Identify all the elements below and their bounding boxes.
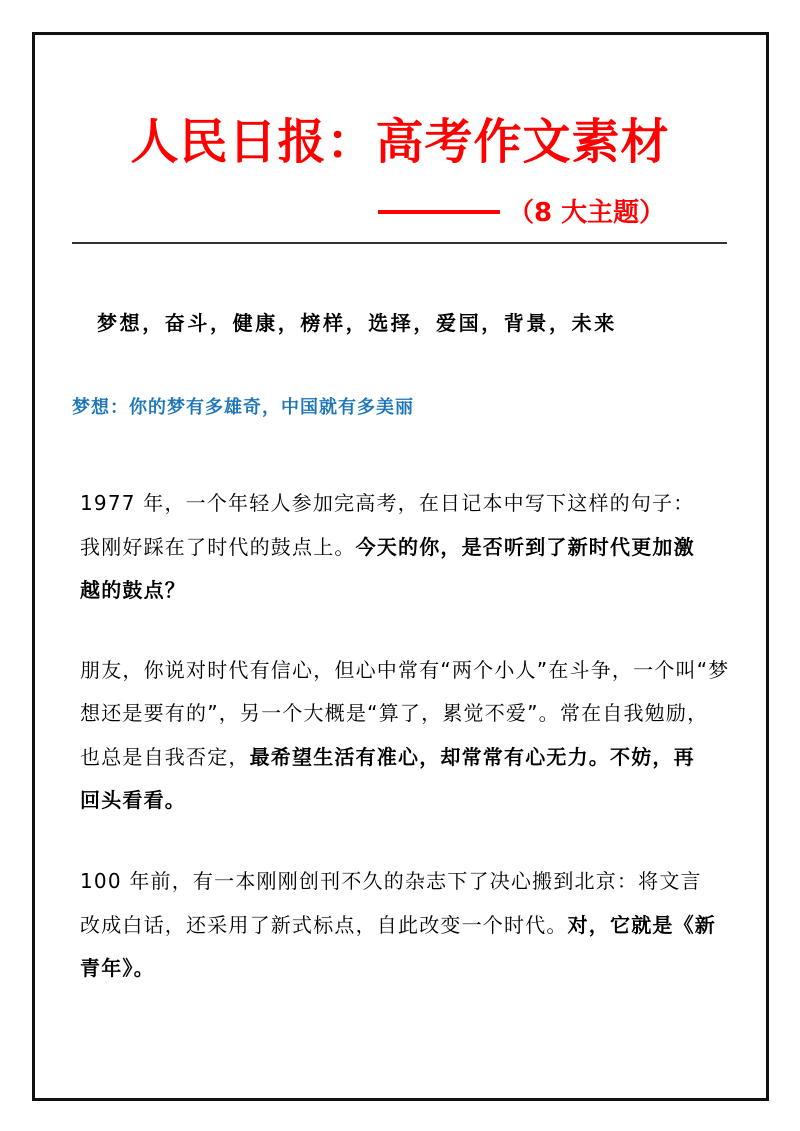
theme-keywords: 梦想，奋斗，健康，榜样，选择，爱国，背景，未来	[97, 311, 617, 335]
paragraph-3-line-1	[80, 866, 720, 896]
text-bold: 对，它就是《新	[567, 913, 717, 937]
subtitle-text: （8 大主题）	[508, 198, 666, 228]
dash-divider	[378, 210, 500, 214]
text-bold: 越的鼓点？	[80, 578, 186, 602]
paragraph-3-line-2	[80, 910, 720, 940]
text-bold: 回头看看。	[80, 788, 186, 812]
document-subtitle	[378, 193, 665, 233]
paragraph-1-line-3	[80, 575, 720, 605]
text-normal: 想还是要有的”，另一个大概是“算了，累觉不爱”。常在自我勉励，	[80, 701, 709, 725]
text-normal: 1977 年，一个年轻人参加完高考，在日记本中写下这样的句子：	[80, 491, 695, 515]
paragraph-2-line-3	[80, 742, 720, 772]
text-normal: 改成白话，还采用了新式标点，自此改变一个时代。	[80, 913, 568, 937]
paragraph-2-line-2	[80, 698, 720, 728]
paragraph-2-line-4	[80, 785, 720, 815]
paragraph-1-line-2	[80, 532, 720, 562]
text-normal: 朋友，你说对时代有信心，但心中常有“两个小人”在斗争，一个叫“梦	[80, 658, 730, 682]
section-heading: 梦想：你的梦有多雄奇，中国就有多美丽	[72, 397, 414, 418]
paragraph-1-line-1	[80, 488, 720, 518]
text-normal: 我刚好踩在了时代的鼓点上。	[80, 535, 356, 559]
document-title: 人民日报：高考作文素材	[130, 114, 670, 170]
text-normal: 100 年前，有一本刚刚创刊不久的杂志下了决心搬到北京：将文言	[80, 869, 702, 893]
text-bold: 最希望生活有准心，却常常有心无力。不妨，再	[249, 745, 695, 769]
text-normal: 也总是自我否定，	[80, 745, 250, 769]
paragraph-2-line-1	[80, 655, 730, 685]
text-bold: 今天的你，是否听到了新时代更加激	[355, 535, 695, 559]
horizontal-rule	[72, 242, 727, 244]
text-bold: 青年》。	[80, 956, 155, 980]
paragraph-3-line-3	[80, 953, 720, 983]
